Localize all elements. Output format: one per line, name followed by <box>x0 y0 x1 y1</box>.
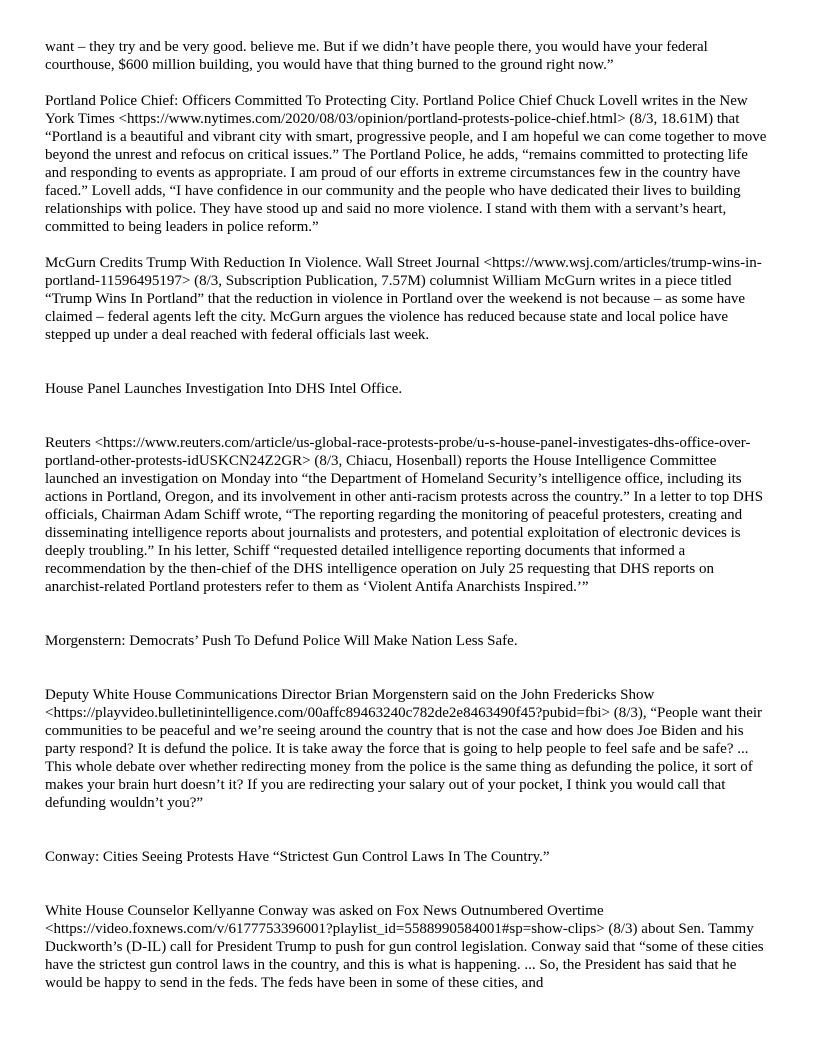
paragraph-portland-police-chief: Portland Police Chief: Officers Committed To Protecting City. Portland Police Chief Chuck Lovell writes in the New York Times <https://www.nytimes.com/2020/08/03/opinion/portland-protests-police-chief.html> (8/3, 18.61M) that “Portland is a beautiful and vibrant city with smart, progressive people, and I am hopeful we can come together to move beyond the unrest and refocus on critical issues.” The Portland Police, he adds, “remains committed to protecting life and responding to events as appropriate. I am proud of our efforts in extreme circumstances few in the country have faced.” Lovell adds, “I have confidence in our community and the people who have dedicated their lives to building relationships with police. They have stood up and said no more violence. I stand with them with a servant’s heart, committed to being leaders in police reform.” <box>45 93 767 235</box>
heading-house-panel: House Panel Launches Investigation Into DHS Intel Office. <box>45 381 403 397</box>
paragraph-courthouse-quote: want – they try and be very good. believe me. But if we didn’t have people there, you would have your federal courthouse, $600 million building, you would have that thing burned to the ground right now.” <box>45 39 708 73</box>
paragraph-morgenstern: Deputy White House Communications Director Brian Morgenstern said on the John Fredericks Show <https://playvideo.bulletinintelligence.com/00affc89463240c782de2e8463490f45?pubid=fbi> (8/3), “People want their communities to be peaceful and we’re seeing around the country that is not the case and how does Joe Biden and his party respond? It is defund the police. It is take away the force that is going to help people to feel safe and be safe? ... This whole debate over whether redirecting money from the police is the same thing as defunding the police, it sort of makes your brain hurt doesn’t it? If you are redirecting your salary out of your pocket, I think you would call that defunding wouldn’t you?” <box>45 687 763 811</box>
paragraph-reuters-dhs: Reuters <https://www.reuters.com/article/us-global-race-protests-probe/u-s-house-panel-investigates-dhs-office-over-portland-other-protests-idUSKCN24Z2GR> (8/3, Chiacu, Hosenball) reports the House Intelligence Committee launched an investigation on Monday into “the Department of Homeland Security’s intelligence office, including its actions in Portland, Oregon, and its involvement in other anti-racism protests across the country.” In a letter to top DHS officials, Chairman Adam Schiff wrote, “The reporting regarding the monitoring of peaceful protesters, creating and disseminating intelligence reports about journalists and protesters, and potential exploitation of electronic devices is deeply troubling.” In his letter, Schiff “requested detailed intelligence reporting documents that informed a recommendation by the then-chief of the DHS intelligence operation on July 25 requesting that DHS reports on anarchist-related Portland protesters refer to them as ‘Violent Antifa Anarchists Inspired.’” <box>45 435 764 595</box>
paragraph-conway: White House Counselor Kellyanne Conway was asked on Fox News Outnumbered Overtime <https://video.foxnews.com/v/6177753396001?playlist_id=5588990584001#sp=show-clips> (8/3) about Sen. Tammy Duckworth’s (D-IL) call for President Trump to push for gun control legislation. Conway said that “some of these cities have the strictest gun control laws in the country, and this is what is happening. ... So, the President has said that he would be happy to send in the feds. The feds have been in some of these cities, and <box>45 903 764 991</box>
paragraph-mcgurn: McGurn Credits Trump With Reduction In Violence. Wall Street Journal <https://www.wsj.com/articles/trump-wins-in-portland-11596495197> (8/3, Subscription Publication, 7.57M) columnist William McGurn writes in a piece titled “Trump Wins In Portland” that the reduction in violence in Portland over the weekend is not because – as some have claimed – federal agents left the city. McGurn argues the violence has reduced because state and local police have stepped up under a deal reached with federal officials last week. <box>45 255 762 343</box>
document-page <box>45 38 773 1010</box>
heading-morgenstern: Morgenstern: Democrats’ Push To Defund Police Will Make Nation Less Safe. <box>45 633 518 649</box>
heading-conway: Conway: Cities Seeing Protests Have “Strictest Gun Control Laws In The Country.” <box>45 849 550 865</box>
